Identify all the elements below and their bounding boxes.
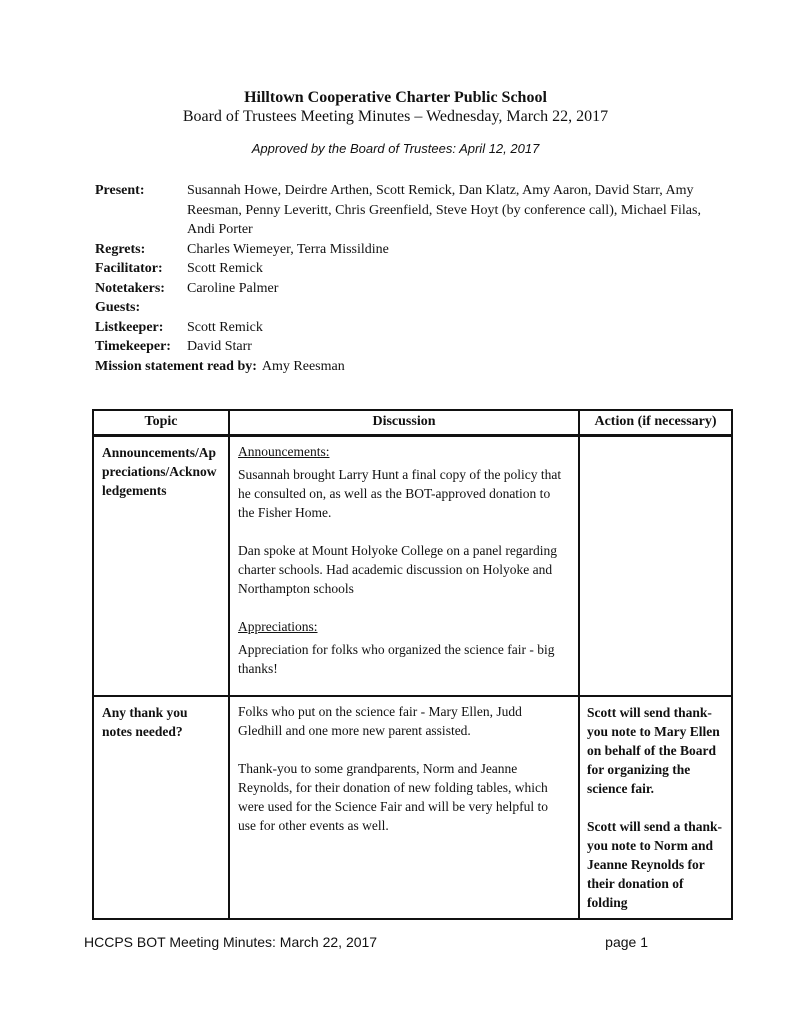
header-discussion: Discussion [229, 410, 579, 435]
topic-text: Announcements/Appreciations/Acknowledgements [102, 444, 217, 498]
discussion-paragraph: Folks who put on the science fair - Mary Ellen, Judd Gledhill and one more new parent assisted. [238, 704, 522, 738]
discussion-paragraph: Thank-you to some grandparents, Norm and Jeanne Reynolds, for their donation of new folding tables, which were used for the Science Fair and will be very helpful to use for other events as well. [238, 761, 549, 833]
discussion-paragraph: Appreciation for folks who organized the science fair - big thanks! [238, 641, 555, 676]
meta-row-timekeeper [95, 337, 731, 357]
meta-value [187, 298, 731, 318]
meta-label: Regrets: [95, 241, 146, 257]
table-row-thank-you-notes [93, 696, 732, 919]
meta-label: Timekeeper: [95, 339, 171, 354]
minutes-table [92, 409, 733, 920]
meta-value: Charles Wiemeyer, Terra Missildine [187, 241, 389, 257]
topic-cell [93, 696, 229, 919]
footer-page-number: page 1 [605, 934, 648, 950]
meta-row-regrets [95, 240, 731, 260]
table-row-announcements [93, 435, 732, 696]
table-header-row [93, 410, 732, 435]
meta-value: Scott Remick [187, 261, 263, 276]
meta-row-notetakers [95, 279, 731, 299]
meta-label: Listkeeper: [95, 319, 164, 335]
discussion-heading: Appreciations: [238, 618, 318, 634]
document-header [0, 88, 791, 157]
doc-subtitle: Board of Trustees Meeting Minutes – Wednesday, March 22, 2017 [182, 108, 609, 125]
action-paragraph: Scott will send a thank-you note to Norm and Jeanne Reynolds for their donation of folding [587, 819, 723, 910]
header-action: Action (if necessary) [579, 410, 732, 435]
meta-label: Guests: [95, 300, 141, 315]
meeting-meta-list [95, 181, 731, 376]
meta-row-present [95, 181, 731, 240]
doc-title: Hilltown Cooperative Charter Public School [244, 89, 547, 106]
meta-row-mission-statement [95, 357, 731, 377]
meta-value: Caroline Palmer [187, 280, 279, 296]
meta-value: David Starr [187, 339, 252, 354]
footer-doc-label: HCCPS BOT Meeting Minutes: March 22, 2017 [84, 934, 378, 950]
meta-label: Notetakers: [95, 280, 165, 296]
topic-text: Any thank you notes needed? [102, 705, 188, 739]
action-paragraph: Scott will send thank-you note to Mary Ellen on behalf of the Board for organizing the science fair. [587, 705, 720, 796]
meta-value: Amy Reesman [261, 358, 345, 374]
topic-cell [93, 435, 229, 696]
meta-row-guests [95, 298, 731, 318]
action-cell [579, 435, 732, 696]
meta-row-facilitator [95, 259, 731, 279]
discussion-cell [229, 435, 579, 696]
discussion-paragraph: Susannah brought Larry Hunt a final copy of the policy that he consulted on, as well as the BOT-approved donation to the Fisher Home. [238, 466, 562, 520]
meta-row-listkeeper [95, 318, 731, 338]
discussion-heading: Announcements: [238, 443, 330, 459]
meta-value: Susannah Howe, Deirdre Arthen, Scott Remick, Dan Klatz, Amy Aaron, David Starr, Amy Reesman, Penny Leveritt, Chris Greenfield, Steve Hoyt (by conference call), Michael Filas, Andi Porter [187, 183, 701, 237]
action-cell [579, 696, 732, 919]
meta-label: Present: [95, 183, 145, 198]
page-footer [84, 934, 648, 950]
header-topic: Topic [93, 410, 229, 435]
discussion-cell [229, 696, 579, 919]
discussion-paragraph: Dan spoke at Mount Holyoke College on a panel regarding charter schools. Had academic discussion on Holyoke and Northampton schools [238, 542, 558, 596]
meta-label: Facilitator: [95, 261, 163, 276]
meta-label: Mission statement read by: [95, 358, 257, 374]
meta-value: Scott Remick [187, 319, 263, 335]
approval-note: Approved by the Board of Trustees: April 12, 2017 [251, 141, 540, 156]
